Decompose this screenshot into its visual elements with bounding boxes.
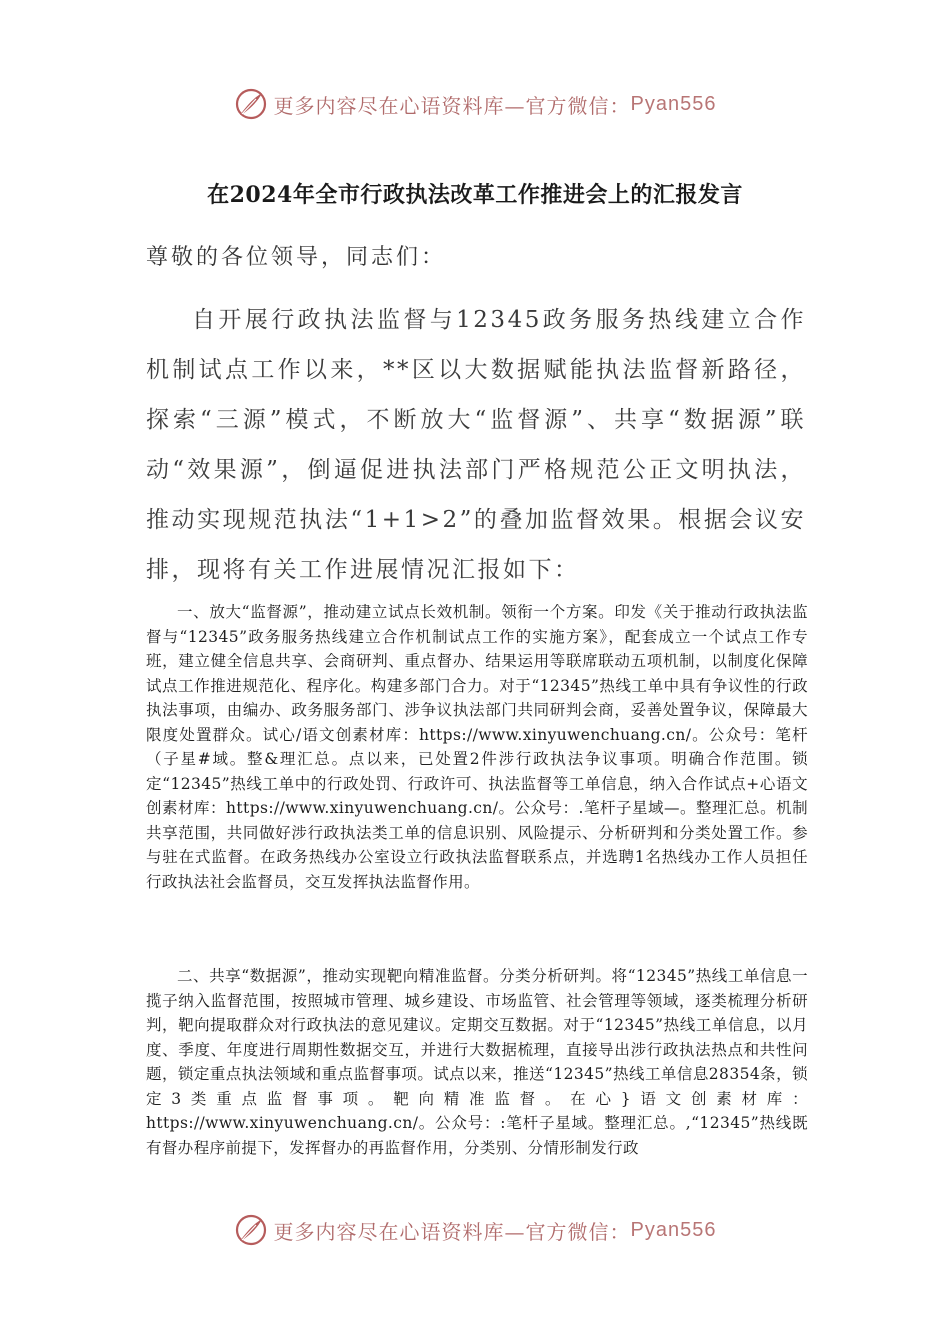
quill-logo-icon [234,1213,268,1247]
banner-text: 更多内容尽在心语资料库—官方微信： [273,1219,631,1244]
salutation: 尊敬的各位领导，同志们： [146,245,447,270]
section-2-paragraph: 二、共享“数据源”，推动实现靶向精准监督。分类分析研判。将“12345”热线工单信息一揽子纳入监督范围，按照城市管理、城乡建设、市场监管、社会管理等领域，逐类梳理分析研判，靶向提取群众对行政执法的意见建议。定期交互数据。对于“12345”热线工单信息，以月度、季度、年度进行周期性数据交互，并进行大数据梳理，直接导出涉行政执法热点和共性问题，锁定重点执法领域和重点监督事项。试点以来，推送“12345”热线工单信息28354条，锁定3类重点监督事项。靶向精准监督。在心}语文创素材库：https://www.xinyuwenchuang.cn/。公众号：:笔杆子星域。整理汇总。,“12345”热线既有督办程序前提下，发挥督办的再监督作用，分类别、分情形制发行政 [146,967,808,1157]
header-watermark-banner [0,84,950,124]
quill-logo-icon [234,87,268,121]
section-1-paragraph: 一、放大“监督源”，推动建立试点长效机制。领衔一个方案。印发《关于推动行政执法监督与“12345”政务服务热线建立合作机制试点工作的实施方案》，配套成立一个试点工作专班，建立健全信息共享、会商研判、重点督办、结果运用等联席联动五项机制，以制度化保障试点工作推进规范化、程序化。构建多部门合力。对于“12345”热线工单中具有争议性的行政执法事项，由编办、政务服务部门、涉争议执法部门共同研判会商，妥善处置争议，保障最大限度处置群众。试心/语文创素材库：https://www.xinyuwenchuang.cn/。公众号：笔杆（子星#域。整&理汇总。点以来，已处置2件涉行政执法争议事项。明确合作范围。锁定“12345”热线工单中的行政处罚、行政许可、执法监督等工单信息，纳入合作试点+心语文创素材库：https://www.xinyuwenchuang.cn/。公众号：.笔杆子星域—。整理汇总。机制共享范围，共同做好涉行政执法类工单的信息识别、风险提示、分析研判和分类处置工作。参与驻在式监督。在政务热线办公室设立行政执法监督联系点，并选聘1名热线办工作人员担任行政执法社会监督员，交互发挥执法监督作用。 [146,603,808,891]
document-title: 在2024年全市行政执法改革工作推进会上的汇报发言 [207,182,743,208]
banner-wechat-id: Pyan556 [630,92,717,115]
footer-watermark-banner [0,1210,950,1250]
banner-wechat-id: Pyan556 [630,1218,717,1241]
banner-text: 更多内容尽在心语资料库—官方微信： [273,93,631,118]
lead-paragraph: 自开展行政执法监督与12345政务服务热线建立合作机制试点工作以来，**区以大数据赋能执法监督新路径，探索“三源”模式，不断放大“监督源”、共享“数据源”联动“效果源”，倒逼促进执法部门严格规范公正文明执法，推动实现规范执法“1+1>2”的叠加监督效果。根据会议安排，现将有关工作进展情况汇报如下： [146,307,806,583]
